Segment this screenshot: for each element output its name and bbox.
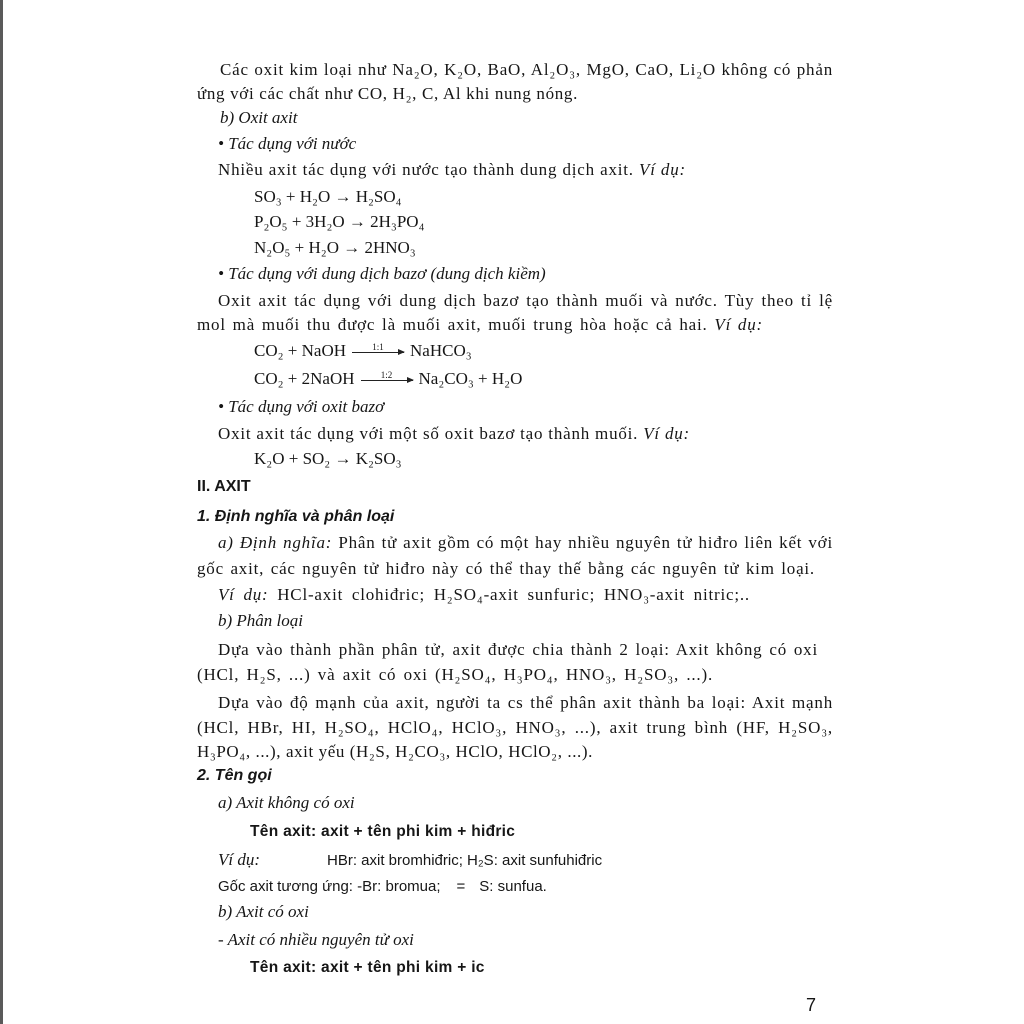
definition-line-2: gốc axit, các nguyên tử hiđro này có thể thay thế bằng các nguyên tử kim loại. bbox=[197, 559, 815, 578]
equation-so3: SO₃ + H₂O → H₂SO₄ bbox=[254, 187, 402, 206]
basic-oxide-text bbox=[218, 423, 690, 445]
equation-p2o5: P₂O₅ + 3H₂O → 2H₃PO₄ bbox=[254, 212, 425, 231]
base-solution-line-2 bbox=[197, 314, 763, 336]
reaction-co2-naoh-1-1 bbox=[254, 340, 472, 362]
reaction-arrow bbox=[352, 341, 404, 353]
acid-oxide-heading: b) Oxit axit bbox=[220, 108, 298, 127]
equation-n2o5: N₂O₅ + H₂O → 2HNO₃ bbox=[254, 238, 416, 257]
water-reaction-heading: • Tác dụng với nước bbox=[218, 134, 357, 153]
composition-line-2: (HCl, H₂S, ...) và axit có oxi (H₂SO₄, H₃PO₄, HNO₃, H₂SO₃, ...). bbox=[197, 665, 713, 684]
classification-heading: b) Phân loại bbox=[218, 611, 303, 630]
reactants: CO₂ + NaOH bbox=[254, 341, 347, 360]
reaction-arrow bbox=[361, 369, 413, 381]
section-title: II. AXIT bbox=[197, 478, 251, 495]
definition-heading: 1. Định nghĩa và phân loại bbox=[197, 508, 395, 525]
paragraph-text: Oxit axit tác dụng với một số oxit bazơ tạo thành muối. bbox=[218, 424, 639, 443]
radical-label: Gốc axit tương ứng: -Br: bromua; bbox=[218, 878, 441, 895]
water-reaction-text bbox=[218, 159, 686, 181]
example-label: Ví dụ: bbox=[639, 160, 686, 179]
paragraph-text: Phân tử axit gồm có một hay nhiều nguyên tử hiđro liên kết với bbox=[338, 533, 833, 552]
example-label: Ví dụ: bbox=[714, 315, 763, 334]
example-label: Ví dụ: bbox=[643, 424, 691, 443]
intro-line-2: ứng với các chất như CO, H₂, C, Al khi nung nóng. bbox=[197, 84, 578, 103]
radical-equals: = bbox=[456, 878, 466, 895]
strength-line-1: Dựa vào độ mạnh của axit, người ta cs thể phân axit thành ba loại: Axit mạnh bbox=[218, 693, 833, 712]
composition-line-1: Dựa vào thành phần phân tử, axit được chia thành 2 loại: Axit không có oxi bbox=[218, 640, 818, 659]
examples-text: HCl-axit clohiđric; H₂SO₄-axit sunfuric; HNO₃-axit nitric;.. bbox=[277, 585, 750, 604]
products: NaHCO₃ bbox=[410, 341, 472, 360]
ratio-label: 1:2 bbox=[380, 369, 393, 380]
scan-edge bbox=[0, 0, 3, 1024]
example-text: HBr: axit bromhiđric; H₂S: axit sunfuhiđric bbox=[327, 852, 603, 869]
strength-line-2: (HCl, HBr, HI, H₂SO₄, HClO₄, HClO₃, HNO₃, ...), axit trung bình (HF, H₂SO₃, bbox=[197, 718, 833, 737]
oxygen-acid-subheading: - Axit có nhiều nguyên tử oxi bbox=[218, 930, 414, 949]
example-label: Ví dụ: bbox=[218, 585, 269, 604]
naming-example bbox=[218, 849, 602, 871]
oxygen-acid-heading: b) Axit có oxi bbox=[218, 902, 309, 921]
reactants: CO₂ + 2NaOH bbox=[254, 369, 355, 388]
definition-examples bbox=[218, 584, 750, 606]
page-number: 7 bbox=[806, 995, 817, 1015]
naming-heading: 2. Tên gọi bbox=[197, 767, 272, 784]
radical-sulfide: S: sunfua. bbox=[479, 878, 547, 895]
equation-k2o: K₂O + SO₂ → K₂SO₃ bbox=[254, 449, 402, 468]
definition-line-1 bbox=[218, 532, 833, 554]
naming-rule-hidric: Tên axit: axit + tên phi kim + hiđric bbox=[250, 823, 516, 840]
paragraph-text: Nhiều axit tác dụng với nước tạo thành dung dịch axit. bbox=[218, 160, 634, 179]
naming-rule-ic: Tên axit: axit + tên phi kim + ic bbox=[250, 959, 485, 976]
intro-line-1: Các oxit kim loại như Na₂O, K₂O, BaO, Al₂O₃, MgO, CaO, Li₂O không có phản bbox=[220, 60, 833, 79]
base-solution-line-1: Oxit axit tác dụng với dung dịch bazơ tạo thành muối và nước. Tùy theo tỉ lệ bbox=[218, 291, 833, 310]
strength-line-3: H₃PO₄, ...), axit yếu (H₂S, H₂CO₃, HClO, HClO₂, ...). bbox=[197, 742, 593, 761]
basic-oxide-heading: • Tác dụng với oxit bazơ bbox=[218, 397, 385, 416]
radical-line bbox=[218, 876, 547, 898]
paragraph-text: mol mà muối thu được là muối axit, muối trung hòa hoặc cả hai. bbox=[197, 315, 708, 334]
base-solution-heading: • Tác dụng với dung dịch bazơ (dung dịch kiềm) bbox=[218, 264, 546, 283]
definition-label: a) Định nghĩa: bbox=[218, 533, 333, 552]
reaction-co2-naoh-1-2 bbox=[254, 368, 522, 390]
example-label: Ví dụ: bbox=[218, 850, 261, 869]
oxygen-free-heading: a) Axit không có oxi bbox=[218, 793, 355, 812]
ratio-label: 1:1 bbox=[372, 341, 384, 352]
products: Na₂CO₃ + H₂O bbox=[418, 369, 523, 388]
